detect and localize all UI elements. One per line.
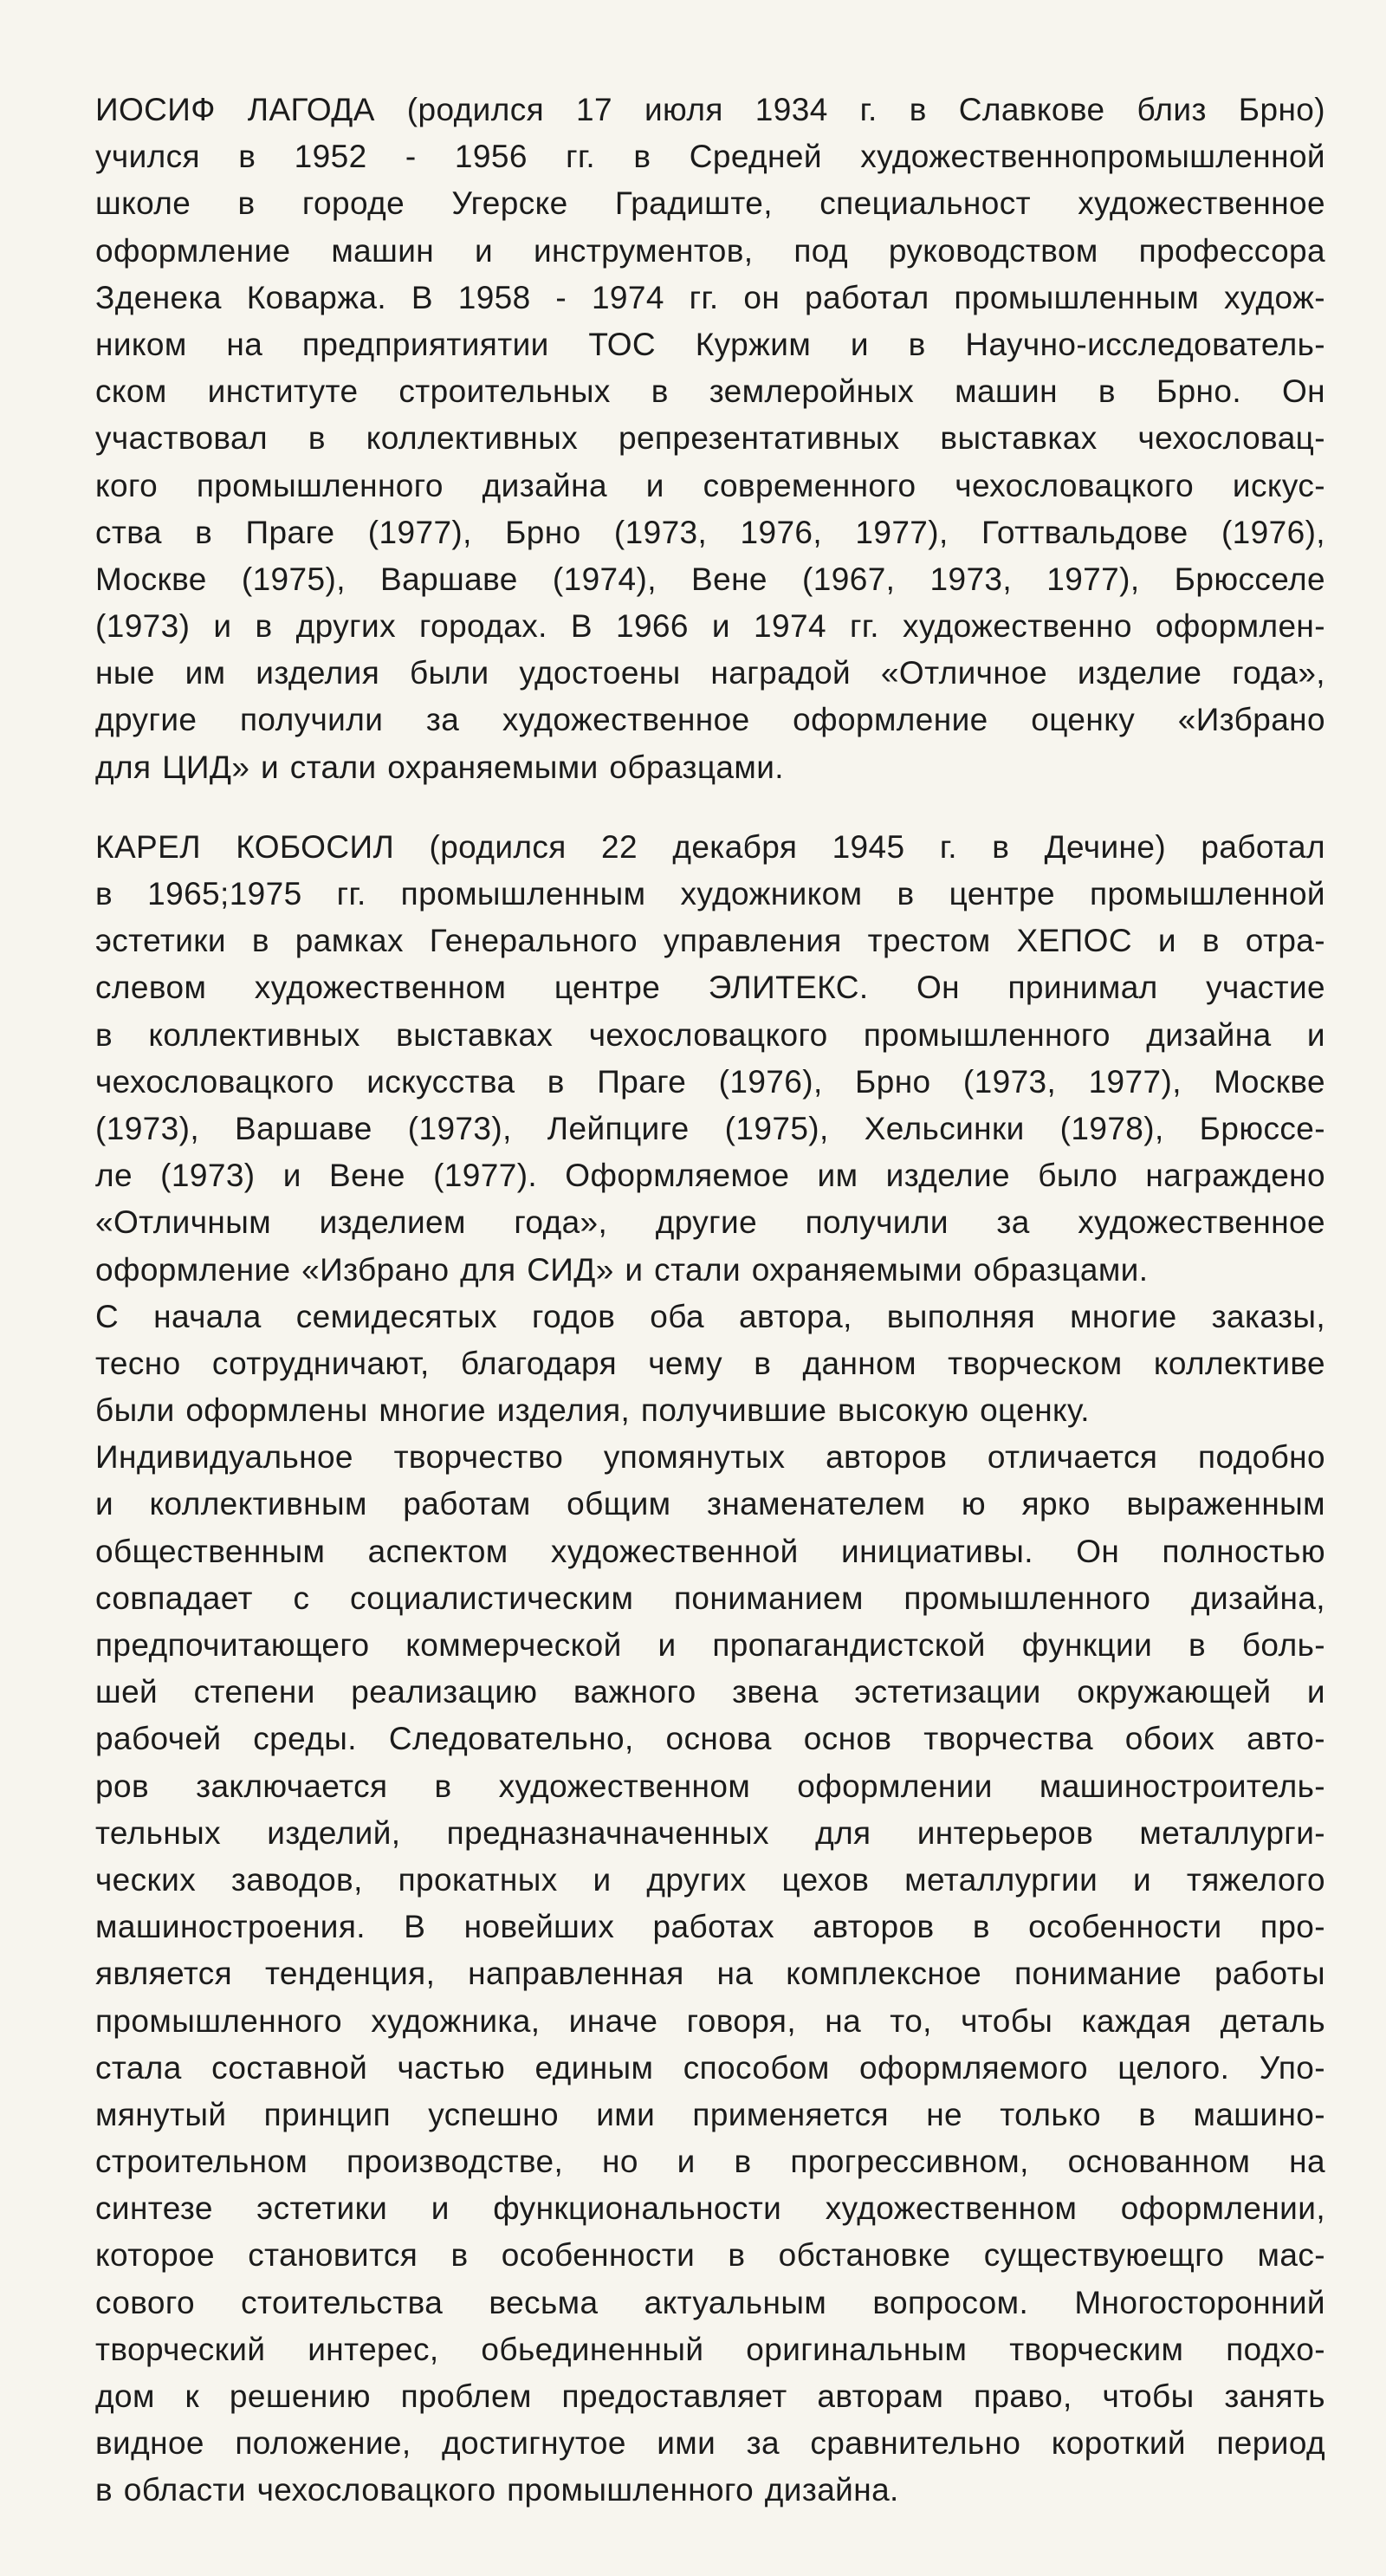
text-line: машиностроения. В новейших работах авторов в особенности про- — [95, 1909, 1325, 1945]
text-line: кого промышленного дизайна и современного чехословацкого искус- — [95, 467, 1325, 503]
text-line: творческий интерес, обьединенный оригинальным творческим подхо- — [95, 2331, 1325, 2367]
text-line: оформление машин и инструментов, под руководством профессора — [95, 232, 1325, 269]
text-line: для ЦИД» и стали охраняемыми образцами. — [95, 749, 784, 785]
text-line: мянутый принцип успешно ими применяется не только в машино- — [95, 2096, 1325, 2132]
text-line: шей степени реализацию важного звена эстетизации окружающей и — [95, 1674, 1325, 1710]
text-line: ров заключается в художественном оформлении машиностроитель- — [95, 1768, 1325, 1804]
document-page — [95, 87, 1325, 2514]
text-line: является тенденция, направленная на комплексное понимание работы — [95, 1956, 1325, 1992]
text-line: ческих заводов, прокатных и других цехов металлургии и тяжелого — [95, 1861, 1325, 1898]
text-line: которое становится в особенности в обстановке существуюещго мас- — [95, 2237, 1325, 2274]
text-line: Зденека Коваржа. В 1958 - 1974 гг. он работал промышленным худож- — [95, 279, 1325, 315]
text-line: тельных изделий, предназначначенных для интерьеров металлурги- — [95, 1814, 1325, 1851]
text-line: совпадает с социалистическим пониманием промышленного дизайна, — [95, 1580, 1325, 1616]
text-line: были оформлены многие изделия, получившие высокую оценку. — [95, 1392, 1090, 1429]
text-line: общественным аспектом художественной инициативы. Он полностью — [95, 1533, 1325, 1569]
text-line: стала составной частью единым способом оформляемого целого. Упо- — [95, 2049, 1325, 2086]
text-line: промышленного художника, иначе говоря, на то, чтобы каждая деталь — [95, 2002, 1325, 2039]
paragraph-lagoda-biography — [95, 87, 1325, 791]
text-line: синтезе эстетики и функциональности художественном оформлении, — [95, 2190, 1325, 2227]
paragraph-individual-work — [95, 1434, 1325, 2514]
text-line: ле (1973) и Вене (1977). Оформляемое им изделие было награждено — [95, 1158, 1325, 1194]
text-line: другие получили за художественное оформление оценку «Избрано — [95, 702, 1325, 738]
text-line: оформление «Избрано для СИД» и стали охраняемыми образцами. — [95, 1251, 1149, 1288]
text-line: в коллективных выставках чехословацкого промышленного дизайна и — [95, 1016, 1325, 1053]
text-line: Индивидуальное творчество упомянутых авторов отличается подобно — [95, 1439, 1325, 1476]
text-line: (1973), Варшаве (1973), Лейпциге (1975), Хельсинки (1978), Брюссе- — [95, 1110, 1325, 1146]
text-line: и коллективным работам общим знаменателем ю ярко выраженным — [95, 1486, 1325, 1522]
text-line: тесно сотрудничают, благодаря чему в данном творческом коллективе — [95, 1345, 1325, 1381]
text-line: рабочей среды. Следовательно, основа основ творчества обоих авто- — [95, 1721, 1325, 1757]
text-line: учился в 1952 - 1956 гг. в Средней художественнопромышленной — [95, 139, 1325, 175]
text-line: Москве (1975), Варшаве (1974), Вене (1967, 1973, 1977), Брюсселе — [95, 561, 1325, 597]
text-line: ИОСИФ ЛАГОДА (родился 17 июля 1934 г. в Славкове близ Брно) — [95, 92, 1325, 127]
text-line: слевом художественном центре ЭЛИТЕКС. Он принимал участие — [95, 970, 1325, 1006]
text-line: (1973) и в других городах. В 1966 и 1974 гг. художественно оформлен- — [95, 608, 1325, 645]
text-line: С начала семидесятых годов оба автора, выполняя многие заказы, — [95, 1298, 1325, 1334]
text-line: ства в Праге (1977), Брно (1973, 1976, 1977), Готтвальдове (1976), — [95, 514, 1325, 550]
text-line: в 1965;1975 гг. промышленным художником в центре промышленной — [95, 876, 1325, 912]
text-line: видное положение, достигнутое ими за сравнительно короткий период — [95, 2425, 1325, 2462]
text-line: школе в городе Угерске Градиште, специальност художественное — [95, 185, 1325, 222]
text-line: в области чехословацкого промышленного дизайна. — [95, 2472, 899, 2508]
text-line: ные им изделия были удостоены наградой «Отличное изделие года», — [95, 655, 1325, 691]
text-line: участвовал в коллективных репрезентативных выставках чехословац- — [95, 420, 1325, 457]
text-line: чехословацкого искусства в Праге (1976), Брно (1973, 1977), Москве — [95, 1063, 1325, 1100]
paragraph-kobosil-biography — [95, 824, 1325, 1294]
text-line: дом к решению проблем предоставляет авторам право, чтобы занять — [95, 2378, 1325, 2414]
paragraph-collaboration — [95, 1294, 1325, 1435]
text-line: эстетики в рамках Генерального управления трестом ХЕПОС и в отра- — [95, 923, 1325, 959]
text-line: ником на предприятиятии ТОС Куржим и в Научно-исследователь- — [95, 326, 1325, 362]
text-line: «Отличным изделием года», другие получили за художественное — [95, 1204, 1325, 1241]
text-line: КАРЕЛ КОБОСИЛ (родился 22 декабря 1945 г. в Дечине) работал — [95, 828, 1325, 865]
text-line: предпочитающего коммерческой и пропагандистской функции в боль- — [95, 1627, 1325, 1663]
text-line: строительном производстве, но и в прогрессивном, основанном на — [95, 2144, 1325, 2180]
text-line: сового стоительства весьма актуальным вопросом. Многосторонний — [95, 2284, 1325, 2320]
paragraph-spacer — [95, 791, 1325, 824]
text-line: ском институте строительных в землеройных машин в Брно. Он — [95, 373, 1325, 410]
